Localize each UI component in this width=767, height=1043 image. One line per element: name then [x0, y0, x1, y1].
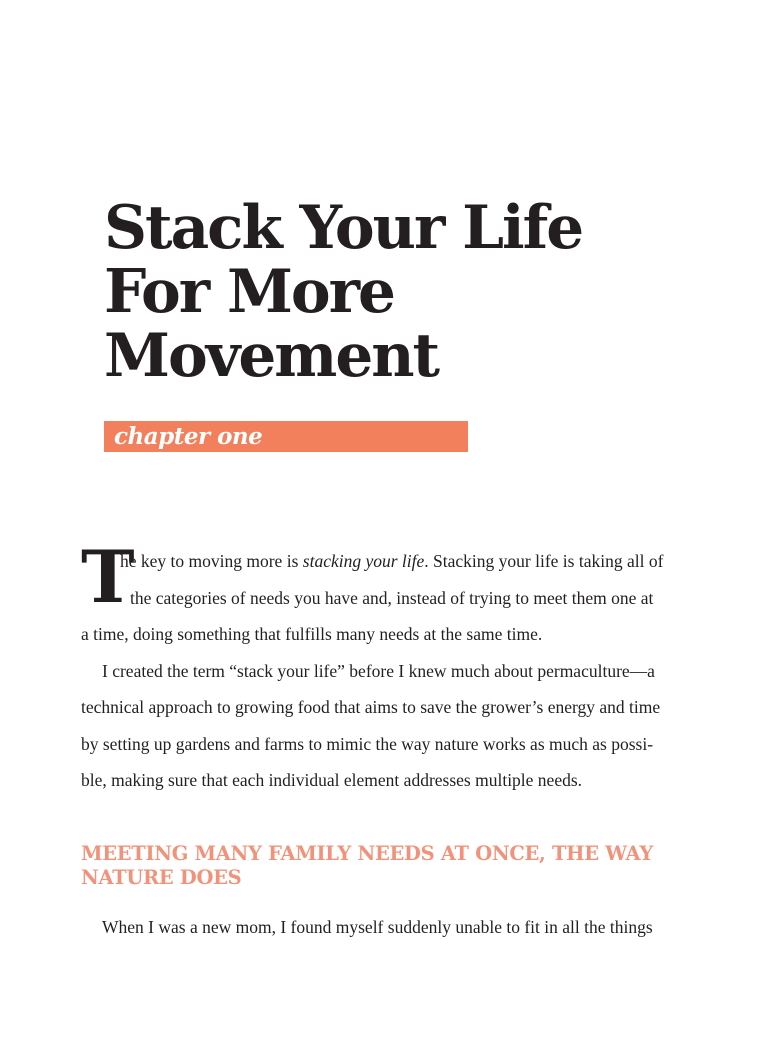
paragraph-2-line-4: ble, making sure that each individual element addresses multiple needs. — [81, 770, 583, 790]
paragraph-1-line-1 — [120, 551, 663, 572]
paragraph-3-line-1: When I was a new mom, I found myself suddenly unable to fit in all the things — [102, 917, 653, 937]
section-heading-line-1: MEETING MANY FAMILY NEEDS AT ONCE, THE WAY — [81, 842, 653, 865]
paragraph-2-line-3: by setting up gardens and farms to mimic the way nature works as much as possi- — [81, 734, 654, 754]
chapter-title-line-2: For More — [104, 257, 394, 327]
paragraph-1-line-1-rest: . Stacking your life is taking all of — [424, 551, 664, 571]
paragraph-2-line-1: I created the term “stack your life” before I knew much about permaculture—a — [102, 661, 655, 681]
chapter-title-line-1: Stack Your Life — [104, 193, 583, 263]
paragraph-2-line-2: technical approach to growing food that aims to save the grower’s energy and time — [81, 697, 661, 717]
chapter-title-line-3: Movement — [104, 321, 439, 391]
chapter-label: chapter one — [114, 423, 263, 450]
drop-cap: T — [81, 534, 135, 619]
paragraph-1-line-2: the categories of needs you have and, instead of trying to meet them one at — [130, 588, 654, 608]
chapter-title — [104, 193, 704, 391]
paragraph-1-line-3: a time, doing something that fulfills many needs at the same time. — [81, 624, 543, 644]
paragraph-1-line-1-text: he key to moving more is — [120, 551, 303, 571]
section-heading — [81, 842, 701, 890]
chapter-label-bar — [104, 421, 468, 452]
paragraph-1-emphasis: stacking your life — [302, 551, 425, 571]
section-heading-line-2: NATURE DOES — [81, 866, 242, 889]
